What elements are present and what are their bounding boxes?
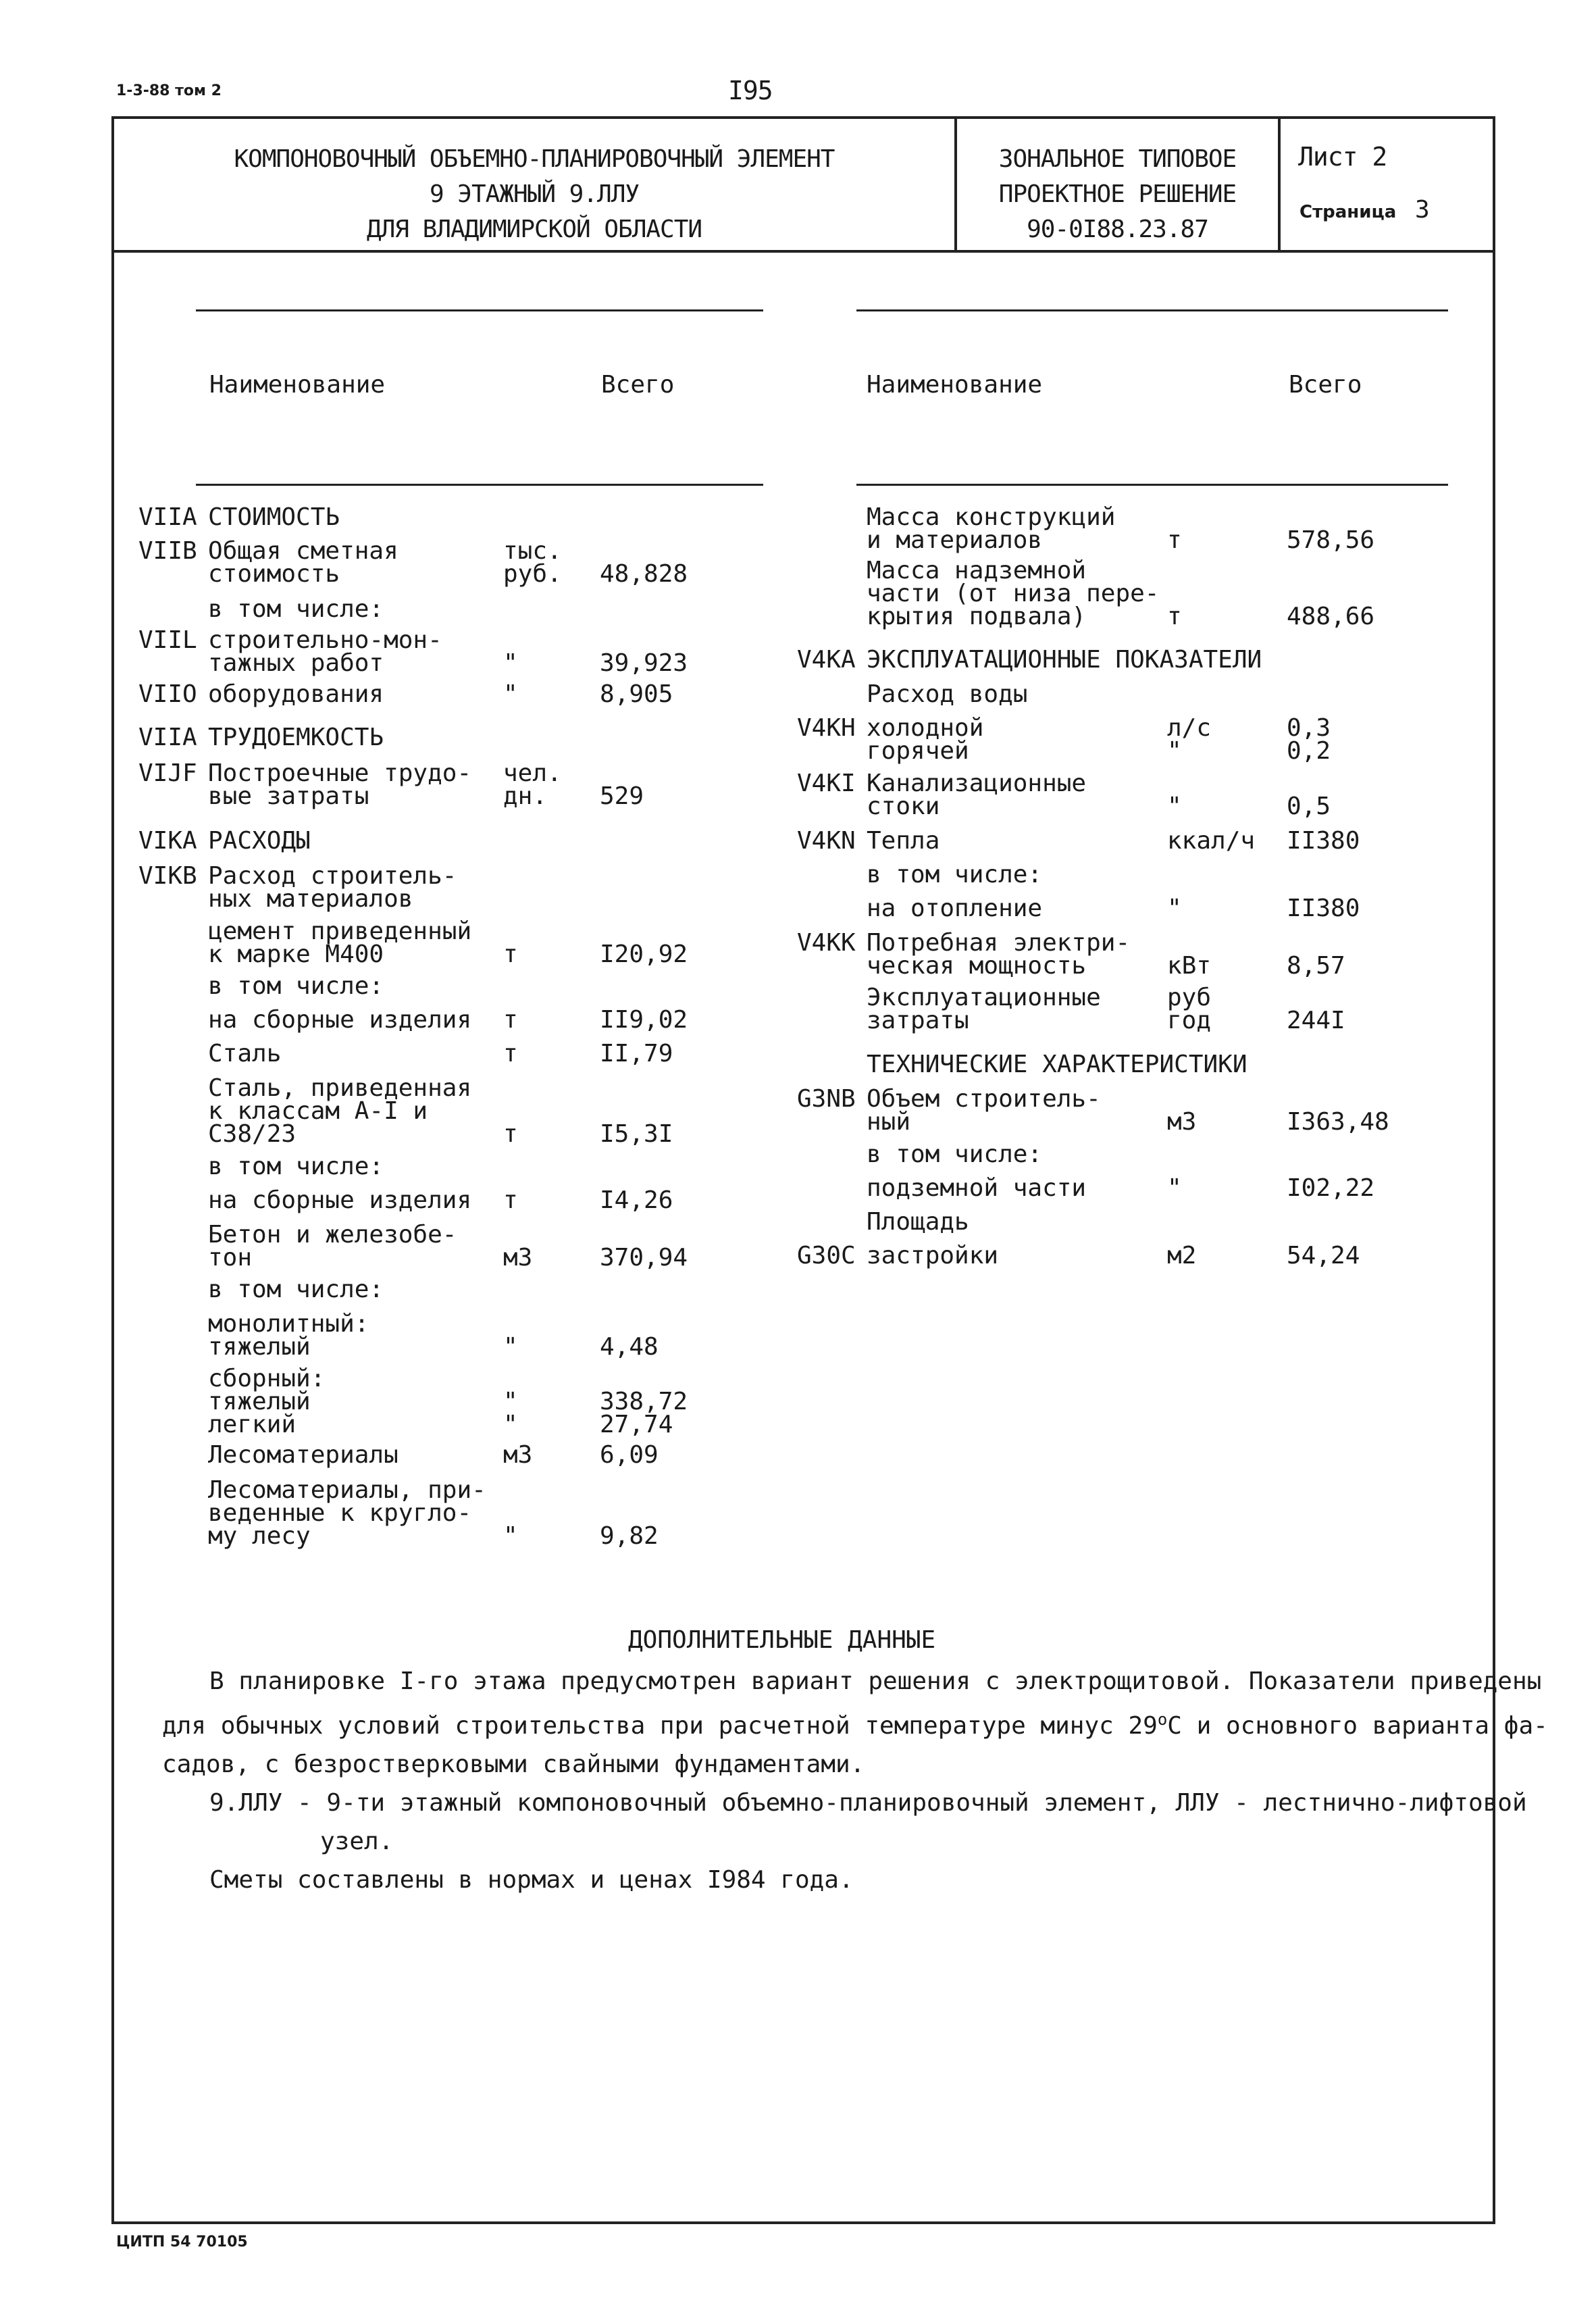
right-table-top-rule <box>856 309 1448 311</box>
row-value: 8,905 <box>600 680 673 708</box>
row-unit: л/с <box>1167 714 1212 742</box>
row-name-line: тяжелый <box>208 1388 311 1415</box>
row-name-line: тон <box>208 1244 253 1272</box>
row-name-line: к марке М400 <box>208 940 384 968</box>
row-value: I02,22 <box>1287 1174 1375 1202</box>
row-unit: м3 <box>503 1441 533 1469</box>
solution-line-1: ЗОНАЛЬНОЕ ТИПОВОЕ <box>998 145 1237 173</box>
sheet-label: Лист 2 <box>1298 142 1387 172</box>
row-value: I5,3I <box>600 1120 673 1148</box>
row-value: 578,56 <box>1287 526 1375 554</box>
row-name-line: Канализационные <box>867 770 1087 797</box>
row-name-line: Тепла <box>867 827 940 855</box>
row-name-line: ный <box>867 1108 911 1136</box>
row-unit: " <box>503 1411 518 1438</box>
row-name-line: тяжелый <box>208 1333 311 1361</box>
degree-sign: о <box>1157 1710 1168 1729</box>
row-value: 8,57 <box>1287 952 1345 980</box>
row-value: 529 <box>600 782 644 810</box>
left-name-header: Наименование <box>209 371 386 399</box>
row-name-line: в том числе: <box>208 1276 384 1303</box>
row-name-line: в том числе: <box>208 595 384 623</box>
page-field <box>1299 196 1429 224</box>
row-unit: руб. <box>503 560 562 588</box>
row-name-line: и материалов <box>867 526 1043 554</box>
row-name-line: цемент приведенный <box>208 917 472 945</box>
row-code: VIKA <box>138 827 197 855</box>
row-code: V4KK <box>797 929 856 957</box>
row-value: 39,923 <box>600 649 688 677</box>
row-value: 338,72 <box>600 1388 688 1415</box>
row-value: II9,02 <box>600 1006 688 1034</box>
row-unit: " <box>503 680 518 708</box>
row-name-line: Бетон и железобе- <box>208 1221 457 1249</box>
row-name-line: вые затраты <box>208 782 369 810</box>
row-name-line: Объем строитель- <box>867 1085 1101 1113</box>
row-code: VIJF <box>138 759 197 787</box>
row-name-line: Площадь <box>867 1208 969 1236</box>
row-unit: год <box>1167 1007 1212 1034</box>
row-name-line: к классам А-I и <box>208 1097 428 1125</box>
row-unit: тыс. <box>503 537 562 565</box>
row-unit: т <box>503 1186 518 1214</box>
row-name-line: сборный: <box>208 1365 326 1392</box>
row-name-line: в том числе: <box>867 1140 1043 1168</box>
row-unit: " <box>503 1388 518 1415</box>
row-name-line: ЭКСПЛУАТАЦИОННЫЕ ПОКАЗАТЕЛИ <box>867 646 1262 674</box>
row-name-line: ТЕХНИЧЕСКИЕ ХАРАКТЕРИСТИКИ <box>867 1051 1247 1078</box>
row-unit: т <box>503 1120 518 1148</box>
row-unit: чел. <box>503 759 562 787</box>
title-block-bottom-rule <box>111 250 1495 253</box>
paragraph-1-line-2-end: С и основного варианта фа- <box>1167 1712 1548 1740</box>
row-unit: ккал/ч <box>1167 827 1256 855</box>
row-name-line: му лесу <box>208 1522 311 1550</box>
paragraph-1-line-3: садов, с безростверковыми свайными фундаментами. <box>162 1751 865 1778</box>
row-code: VIIL <box>138 626 197 654</box>
row-name-line: Общая сметная <box>208 537 398 565</box>
row-name-line: Эксплуатационные <box>867 984 1101 1011</box>
row-name-line: затраты <box>867 1007 969 1034</box>
row-unit: т <box>1167 603 1182 630</box>
row-name-line: Потребная электри- <box>867 929 1131 957</box>
doc-code: 1-3-88 том 2 <box>116 82 222 99</box>
row-value: 370,94 <box>600 1244 688 1272</box>
row-value: I363,48 <box>1287 1108 1389 1136</box>
row-name-line: Масса конструкций <box>867 503 1116 531</box>
row-name-line: подземной части <box>867 1174 1087 1202</box>
row-name-line: СТОИМОСТЬ <box>208 503 340 531</box>
title-line-1: КОМПОНОВОЧНЫЙ ОБЪЕМНО-ПЛАНИРОВОЧНЫЙ ЭЛЕМЕНТ <box>234 145 835 173</box>
row-name-line: Лесоматериалы <box>208 1441 398 1469</box>
row-code: V4KN <box>797 827 856 855</box>
row-code: G30C <box>797 1242 856 1269</box>
row-value: 0,5 <box>1287 793 1331 820</box>
title-line-2: 9 ЭТАЖНЫЙ 9.ЛЛУ <box>429 180 640 208</box>
row-name-line: горячей <box>867 737 969 765</box>
right-total-header: Всего <box>1289 371 1362 399</box>
row-unit: м3 <box>1167 1108 1197 1136</box>
row-value: 244I <box>1287 1007 1345 1034</box>
row-value: II,79 <box>600 1040 673 1067</box>
row-name-line: на сборные изделия <box>208 1186 472 1214</box>
row-name-line: крытия подвала) <box>867 603 1087 630</box>
row-name-line: легкий <box>208 1411 297 1438</box>
title-block-main <box>114 142 954 247</box>
row-name-line: стоки <box>867 793 940 820</box>
row-name-line: Построечные трудо- <box>208 759 472 787</box>
row-unit: " <box>1167 737 1182 765</box>
page-value: 3 <box>1414 196 1429 224</box>
row-unit: " <box>503 1333 518 1361</box>
row-unit: м2 <box>1167 1242 1197 1269</box>
row-unit: кВт <box>1167 952 1212 980</box>
row-name-line: ных материалов <box>208 885 413 913</box>
row-name-line: в том числе: <box>867 861 1043 888</box>
row-name-line: веденные к кругло- <box>208 1499 472 1527</box>
title-block-solution <box>957 142 1278 247</box>
row-code: V4KA <box>797 646 856 674</box>
row-unit: т <box>503 1040 518 1067</box>
row-value: 9,82 <box>600 1522 659 1550</box>
row-name-line: ТРУДОЕМКОСТЬ <box>208 724 384 751</box>
paragraph-1-line-2-start: для обычных условий строительства при расчетной температуре минус 29 <box>162 1712 1158 1740</box>
paragraph-2-line-1: 9.ЛЛУ - 9-ти этажный компоновочный объемно-планировочный элемент, ЛЛУ - лестнично-лифтовой <box>209 1789 1527 1817</box>
row-code: G3NB <box>797 1085 856 1113</box>
row-value: I4,26 <box>600 1186 673 1214</box>
row-name-line: строительно-мон- <box>208 626 442 654</box>
row-code: V4KH <box>797 714 856 742</box>
row-name-line: Расход воды <box>867 680 1028 708</box>
row-value: II380 <box>1287 895 1360 922</box>
additional-text <box>162 1662 1548 1899</box>
row-code: VIIB <box>138 537 197 565</box>
row-unit: " <box>1167 895 1182 922</box>
row-unit: дн. <box>503 782 548 810</box>
row-name-line: застройки <box>867 1242 999 1269</box>
row-name-line: в том числе: <box>208 1153 384 1180</box>
page-label: Страница <box>1299 202 1397 222</box>
row-name-line: С38/23 <box>208 1120 297 1148</box>
row-name-line: на отопление <box>867 895 1043 922</box>
row-name-line: Расход строитель- <box>208 862 457 890</box>
row-value: 4,48 <box>600 1333 659 1361</box>
row-code: V4KI <box>797 770 856 797</box>
paragraph-3: Сметы составлены в нормах и ценах I984 года. <box>209 1866 854 1894</box>
right-name-header: Наименование <box>867 371 1043 399</box>
solution-line-3: 90-0I88.23.87 <box>1027 216 1208 243</box>
row-name-line: части (от низа пере- <box>867 580 1160 607</box>
title-block-divider-2 <box>1278 116 1281 251</box>
row-name-line: Лесоматериалы, при- <box>208 1476 486 1504</box>
bottom-code: ЦИТП 54 70105 <box>116 2234 248 2250</box>
title-line-3: ДЛЯ ВЛАДИМИРСКОЙ ОБЛАСТИ <box>366 216 702 243</box>
row-unit: " <box>503 1522 518 1550</box>
row-unit: т <box>503 940 518 968</box>
additional-heading: ДОПОЛНИТЕЛЬНЫЕ ДАННЫЕ <box>628 1626 936 1654</box>
solution-line-2: ПРОЕКТНОЕ РЕШЕНИЕ <box>998 180 1237 208</box>
row-name-line: на сборные изделия <box>208 1006 472 1034</box>
row-name-line: Сталь, приведенная <box>208 1074 472 1102</box>
paragraph-1-line-2 <box>162 1701 1548 1745</box>
left-table-top-rule <box>196 309 763 311</box>
row-code: VIIO <box>138 680 197 708</box>
row-name-line: Масса надземной <box>867 557 1087 584</box>
row-value: 54,24 <box>1287 1242 1360 1269</box>
row-unit: руб <box>1167 984 1212 1011</box>
row-value: 0,2 <box>1287 737 1331 765</box>
page-number: I95 <box>728 76 773 105</box>
row-name-line: оборудования <box>208 680 384 708</box>
row-name-line: тажных работ <box>208 649 384 677</box>
row-unit: " <box>1167 1174 1182 1202</box>
row-name-line: РАСХОДЫ <box>208 827 311 855</box>
row-name-line: Сталь <box>208 1040 282 1067</box>
row-value: 488,66 <box>1287 603 1375 630</box>
row-code: VIKB <box>138 862 197 890</box>
row-value: II380 <box>1287 827 1360 855</box>
row-unit: " <box>1167 793 1182 820</box>
row-unit: м3 <box>503 1244 533 1272</box>
row-name-line: стоимость <box>208 560 340 588</box>
row-value: 6,09 <box>600 1441 659 1469</box>
row-name-line: ческая мощность <box>867 952 1087 980</box>
row-value: 0,3 <box>1287 714 1331 742</box>
row-value: I20,92 <box>600 940 688 968</box>
row-code: VIIA <box>138 724 197 751</box>
left-table-header-rule <box>196 484 763 486</box>
row-code: VIIA <box>138 503 197 531</box>
paragraph-1-line-1: В планировке I-го этажа предусмотрен вариант решения с электрощитовой. Показатели приведены <box>209 1667 1542 1695</box>
right-table-header-rule <box>856 484 1448 486</box>
row-unit: т <box>503 1006 518 1034</box>
row-value: 48,828 <box>600 560 688 588</box>
row-value: 27,74 <box>600 1411 673 1438</box>
row-name-line: холодной <box>867 714 984 742</box>
row-name-line: в том числе: <box>208 972 384 1000</box>
row-unit: т <box>1167 526 1182 554</box>
row-name-line: монолитный: <box>208 1310 369 1338</box>
left-total-header: Всего <box>601 371 675 399</box>
paragraph-2-line-2: узел. <box>320 1828 394 1855</box>
row-unit: " <box>503 649 518 677</box>
